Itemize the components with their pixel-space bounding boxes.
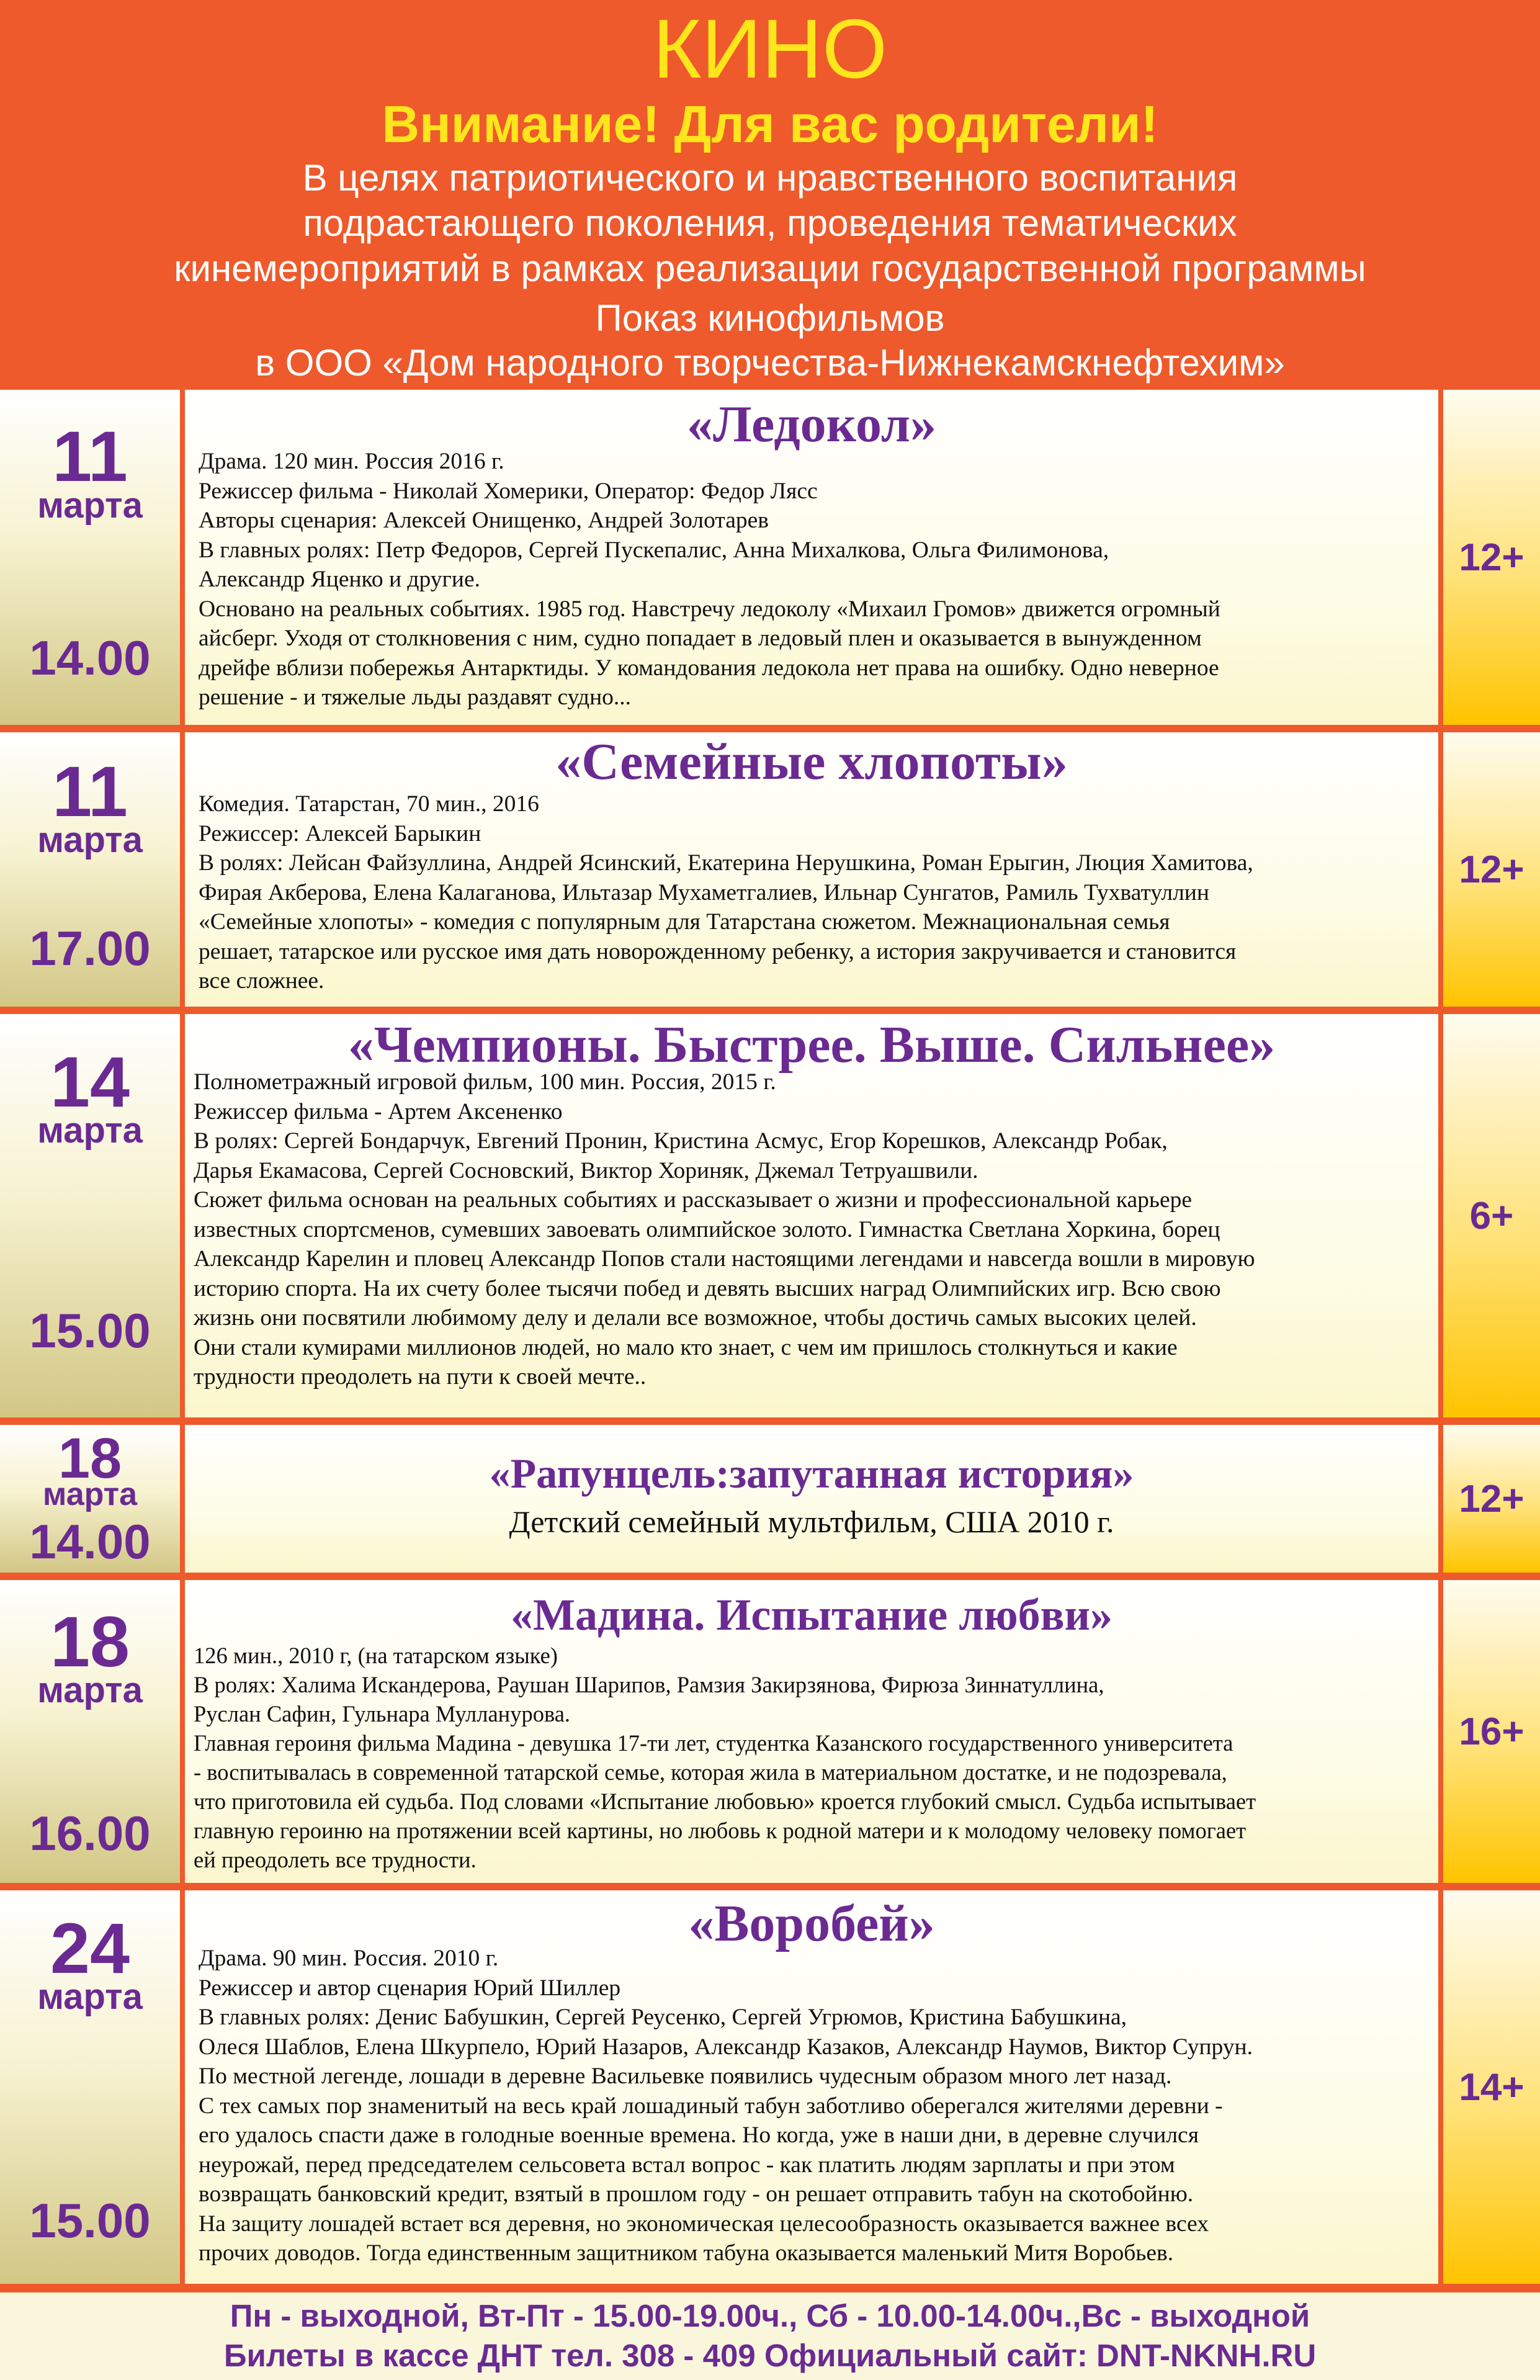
description-line: дрейфе вблизи побережья Антарктиды. У командования ледокола нет права на ошибку. Одно неверное [199,655,1219,681]
film-time: 15.00 [29,2193,151,2248]
description-line: историю спорта. На их счету более тысячи побед и девять высших наград Олимпийских игр. Всю свою [194,1275,1221,1301]
age-rating [1443,1580,1540,1883]
description-line: решает, татарское или русское имя дать новорожденному ребенку, а история закручивается и становится [199,938,1237,964]
contacts-line: Билеты в кассе ДНТ тел. 308 - 409 Официальный сайт: DNT-NKNH.RU [223,2338,1317,2373]
film-description [194,1067,1428,1392]
film-block [0,1573,1540,1883]
film-month: марта [37,1110,143,1151]
date-panel [0,732,180,1007]
poster-title: КИНО [652,2,888,96]
description-line: Детский семейный мультфильм, США 2010 г. [509,1504,1114,1539]
description-line: Полнометражный игровой фильм, 100 мин. Россия, 2015 г. [194,1069,776,1095]
film-month: марта [37,1977,143,2017]
film-month: марта [37,820,143,860]
description-line: Режиссер фильма - Артем Аксененко [194,1098,563,1125]
film-month: марта [37,1670,143,1710]
description-line: известных спортсменов, сумевших завоевать олимпийское золото. Гимнастка Светлана Хоркина, борец [194,1216,1220,1242]
age-rating [1443,732,1540,1007]
description-line: все сложнее. [199,968,325,994]
description-line: «Семейные хлопоты» - комедия с популярным для Татарстана сюжетом. Межнациональная семья [199,909,1170,935]
description-line: трудности преодолеть на пути к своей мечте.. [194,1364,647,1390]
age-rating-label: 16+ [1459,1710,1524,1753]
age-rating-label: 12+ [1459,848,1524,891]
film-day: 14 [50,1043,130,1122]
description-line: решение - и тяжелые льды раздавят судно... [199,685,632,710]
film-title: «Чемпионы. Быстрее. Выше. Сильнее» [347,1016,1276,1074]
description-line: Сюжет фильма основан на реальных событиях и рассказывает о жизни и профессиональной карьере [194,1187,1193,1213]
poster-header [0,0,1540,390]
description-line: Фирая Акберова, Елена Калаганова, Ильтазар Мухаметгалиев, Ильнар Сунгатов, Рамиль Тухватуллин [199,879,1209,905]
film-title: «Ледокол» [687,395,936,453]
description-line: Главная героиня фильма Мадина - девушка 17-ти лет, студентка Казанского государственного университета [194,1730,1233,1756]
description-line: Дарья Екамасова, Сергей Сосновский, Виктор Хориняк, Джемал Тетруашвили. [194,1157,978,1183]
film-time: 17.00 [29,921,151,976]
age-rating-label: 14+ [1459,2065,1524,2109]
film-content [185,1890,1438,2284]
description-line: прочих доводов. Тогда единственным защитником табуна оказывается маленький Митя Воробьев. [199,2240,1174,2266]
film-time: 16.00 [29,1806,151,1861]
description-line: неурожай, перед председателем сельсовета встал вопрос - как платить людям зарплаты и при этом [199,2152,1175,2178]
description-line: В ролях: Халима Искандерова, Раушан Шарипов, Рамзия Закирзянова, Фирюза Зиннатуллина, [194,1672,1104,1697]
description-line: Режиссер фильма - Николай Хомерики, Оператор: Федор Лясс [199,478,818,504]
description-line: Основано на реальных событиях. 1985 год. Навстречу ледоколу «Михаил Громов» движется огромный [199,596,1220,622]
age-rating [1443,390,1540,725]
description-line: Драма. 120 мин. Россия 2016 г. [199,449,504,474]
film-content [185,1014,1438,1417]
intro-line: кинемероприятий в рамках реализации государственной программы [174,248,1366,289]
film-block [0,1417,1540,1573]
date-panel [0,1580,180,1883]
age-rating [1443,1014,1540,1417]
film-block [0,725,1540,1007]
film-block [0,1883,1540,2284]
description-line: В ролях: Лейсан Файзуллина, Андрей Ясинский, Екатерина Нерушкина, Роман Ерыгин, Люция Хамитова, [199,850,1253,876]
film-description [199,447,1433,712]
description-line: В главных ролях: Петр Федоров, Сергей Пускепалис, Анна Михалкова, Ольга Филимонова, [199,537,1109,563]
film-description [194,1641,1435,1874]
film-content [185,390,1438,725]
film-content [185,1580,1438,1883]
age-rating-label: 12+ [1459,536,1524,579]
film-day: 11 [52,417,128,496]
description-line: возвращать банковский кредит, взятый в прошлом году - он решает отправить табун на скотобойню. [199,2181,1194,2207]
film-month: марта [42,1476,138,1512]
film-block [0,1007,1540,1417]
film-day: 24 [50,1909,130,1988]
description-line: С тех самых пор знаменитый на весь край лошадиный табун заботливо оберегался жителями деревни - [199,2093,1223,2119]
description-line: Олеся Шаблов, Елена Шкурпело, Юрий Назаров, Александр Казаков, Александр Наумов, Виктор Супрун. [199,2034,1253,2060]
film-description [199,1944,1433,2268]
description-line: - воспитывалась в современной татарской семье, которая жила в материальном достатке, и не подозревала, [194,1759,1227,1785]
film-title: «Мадина. Испытание любви» [511,1590,1112,1640]
age-rating [1443,1890,1540,2284]
film-content [185,1425,1438,1573]
film-description [199,789,1433,996]
description-line: ей преодолеть все трудности. [194,1847,477,1872]
description-line: айсберг. Уходя от столкновения с ним, судно попадает в ледовый плен и оказывается в вынужденном [199,626,1202,651]
age-rating-label: 6+ [1469,1194,1514,1237]
film-title: «Семейные хлопоты» [555,733,1068,791]
description-line: Александр Карелин и пловец Александр Попов стали настоящими легендами и навсегда вошли в мировую [194,1246,1255,1272]
description-line: Комедия. Татарстан, 70 мин., 2016 [199,791,539,817]
intro-line: в ООО «Дом народного творчества-Нижнекамскнефтехим» [255,342,1285,384]
date-panel [0,1425,180,1573]
film-time: 14.00 [29,631,151,685]
description-line: главную героиню на протяжении всей картины, но любовь к родной матери и к молодому человеку помогает [194,1818,1247,1843]
intro-line: В целях патриотического и нравственного воспитания [302,157,1238,199]
date-panel [0,1890,180,2284]
attention-heading: Внимание! Для вас родители! [382,95,1158,153]
film-day: 11 [52,752,128,832]
description-line: что приготовила ей судьба. Под словами «Испытание любовью» кроется глубокий смысл. Судьба испытывает [194,1789,1256,1814]
description-line: Они стали кумирами миллионов людей, но мало кто знает, с чем им пришлось столкнуться и какие [194,1334,1178,1360]
film-day: 18 [58,1427,122,1490]
description-line: В главных ролях: Денис Бабушкин, Сергей Реусенко, Сергей Угрюмов, Кристина Бабушкина, [199,2005,1127,2030]
film-day: 18 [50,1602,130,1682]
description-line: Режиссер и автор сценария Юрий Шиллер [199,1975,621,2001]
film-month: марта [37,485,143,526]
film-time: 14.00 [29,1514,151,1569]
poster-footer [0,2284,1540,2380]
description-line: Авторы сценария: Алексей Онищенко, Андрей Золотарев [199,508,769,533]
film-title: «Воробей» [688,1895,935,1952]
intro-line: Показ кинофильмов [595,297,945,339]
film-title: «Рапунцель:запутанная история» [489,1450,1134,1497]
film-description [185,1503,1438,1540]
date-panel [0,390,180,725]
description-line: Руслан Сафин, Гульнара Мулланурова. [194,1701,571,1727]
date-panel [0,1014,180,1417]
description-line: Драма. 90 мин. Россия. 2010 г. [199,1946,499,1971]
description-line: Александр Яценко и другие. [199,567,480,592]
description-line: Режиссер: Алексей Барыкин [199,820,481,846]
age-rating-label: 12+ [1459,1477,1524,1520]
film-block [0,390,1540,725]
description-line: По местной легенде, лошади в деревне Васильевке появились чудесным образом много лет назад. [199,2063,1172,2089]
film-time: 15.00 [29,1303,151,1358]
description-line: 126 мин., 2010 г, (на татарском языке) [194,1643,558,1668]
description-line: его удалось спасти даже в голодные военные времена. Но когда, уже в наши дни, в деревне случился [199,2122,1199,2148]
schedule-line: Пн - выходной, Вт-Пт - 15.00-19.00ч., Сб - 10.00-14.00ч.,Вс - выходной [230,2298,1310,2333]
description-line: В ролях: Сергей Бондарчук, Евгений Пронин, Кристина Асмус, Егор Корешков, Александр Робак, [194,1128,1168,1154]
description-line: жизнь они посвятили любимому делу и делали все возможное, чтобы достичь самых высоких целей. [194,1305,1197,1331]
intro-line: подрастающего поколения, проведения тематических [303,202,1237,244]
film-content [185,732,1438,1007]
description-line: На защиту лошадей встает вся деревня, но экономическая целесообразность оказывается важнее всех [199,2211,1209,2237]
age-rating [1443,1425,1540,1573]
